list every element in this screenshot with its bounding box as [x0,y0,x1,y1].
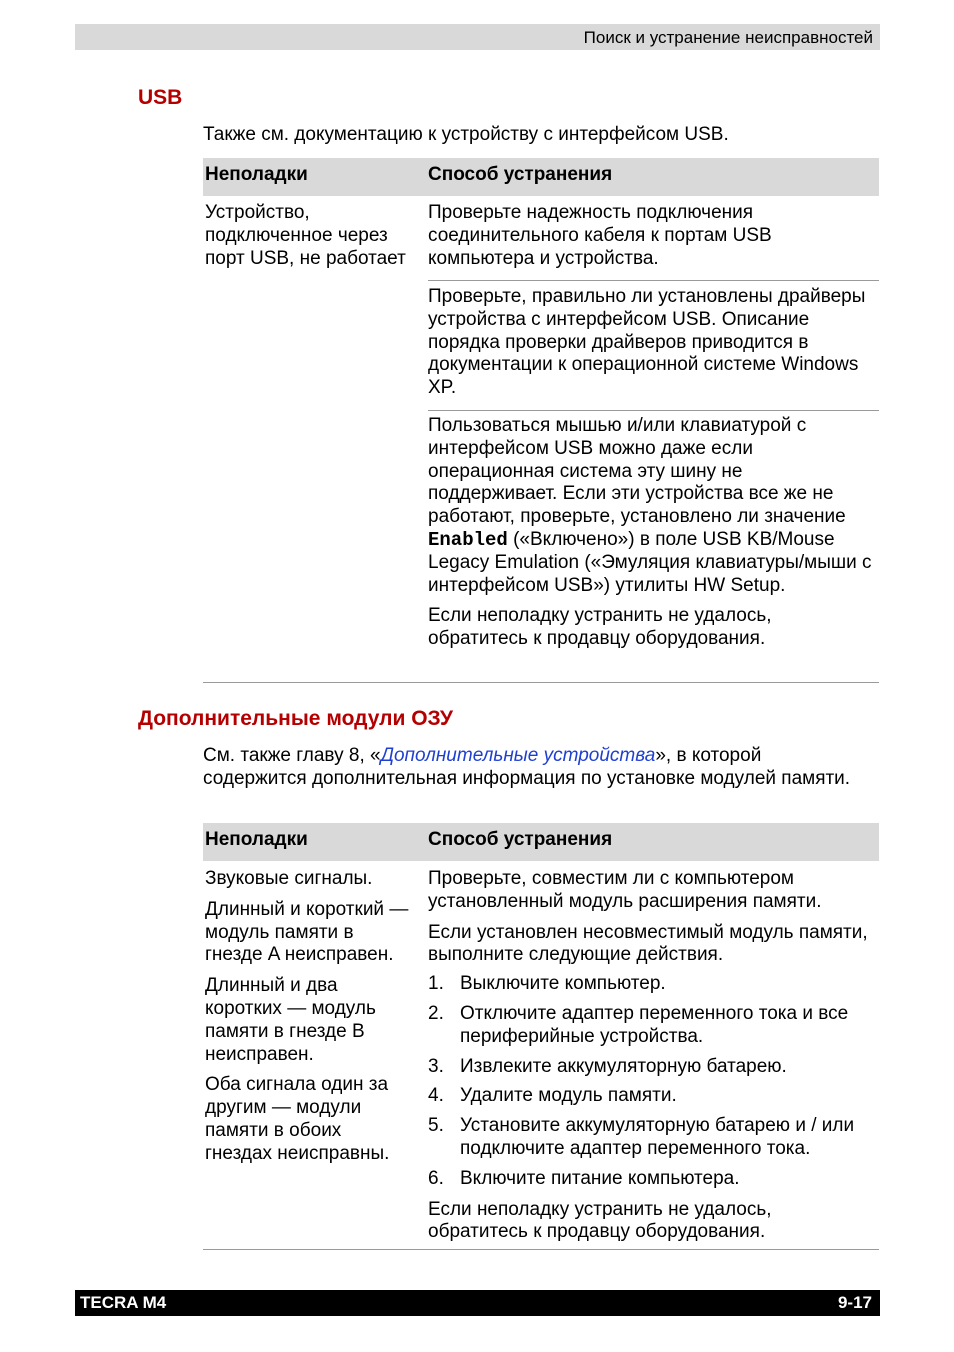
usb-problem: Устройство, подключенное через порт USB, не работает [205,202,406,269]
usb-solution-2 [428,286,873,400]
list-item: 6. Включите питание компьютера. [428,1167,740,1189]
usb-table-header [203,158,879,196]
list-item: 4. Удалите модуль памяти. [428,1085,677,1107]
usb-problem-cell [205,202,410,270]
table-bottom-rule [203,1249,879,1250]
footer-model: TECRA M4 [80,1293,167,1312]
usb-col-problem: Неполадки [205,164,308,185]
ram-intro: См. также главу 8, «Дополнительные устройства», в которой содержится дополнительная информация по установке модулей памяти. [203,745,851,789]
usb-solution-3 [428,415,876,651]
page-footer [75,1290,880,1316]
ram-table-header [203,823,879,861]
row-divider [428,280,879,281]
usb-col-solution: Способ устранения [428,164,613,185]
enabled-value: Enabled [428,528,508,551]
usb-heading: USB [138,86,183,109]
list-item: 2. Отключите адаптер переменного тока и все периферийные устройства. [428,1002,849,1047]
ram-steps-list [428,973,876,1190]
list-item: 5. Установите аккумуляторную батарею и / или подключите адаптер переменного тока. [428,1115,855,1159]
ram-solution-1: Проверьте, совместим ли с компьютером установленный модуль расширения памяти. [428,868,822,912]
ram-heading: Дополнительные модули ОЗУ [138,707,453,730]
header-title: Поиск и устранение неисправностей [583,28,873,47]
ram-problem: Длинный и два коротких — модуль памяти в гнезде B неисправен. [205,975,376,1065]
table-bottom-rule [203,682,879,683]
ram-problem: Длинный и короткий — модуль памяти в гнезде A неисправен. [205,898,409,966]
ram-col-solution: Способ устранения [428,829,613,850]
usb-solution-3-text: Пользоваться мышью и/или клавиатурой с интерфейсом USB можно даже если операционная система эту шину не поддерживает. Если эти устройства все же не работают, проверьте, установлено ли значение Enabled («Включено») в поле USB KB/Mouse Legacy Emulation («Эмуляция клавиатуры/мыши с интерфейсом USB») утилиты HW Setup. [428,415,872,596]
ram-problem-cell [205,868,410,1166]
list-item: 3. Извлеките аккумуляторную батарею. [428,1055,787,1077]
list-item: 1. Выключите компьютер. [428,973,666,995]
usb-solution-4-text: Если неполадку устранить не удалось, обратитесь к продавцу оборудования. [428,605,772,650]
usb-solution-1 [428,202,873,270]
ram-problem: Звуковые сигналы. [205,868,373,889]
usb-intro: Также см. документацию к устройству с интерфейсом USB. [203,124,729,145]
usb-solution-1-text: Проверьте надежность подключения соединительного кабеля к портам USB компьютера и устройства. [428,202,772,269]
chapter-link[interactable]: Дополнительные устройства [380,745,656,766]
ram-col-problem: Неполадки [205,829,308,850]
footer-page-number: 9-17 [837,1293,872,1312]
ram-solution-end: Если неполадку устранить не удалось, обратитесь к продавцу оборудования. [428,1198,772,1243]
page-header [75,24,880,50]
ram-solution-cell [428,868,876,1244]
ram-solution-2: Если установлен несовместимый модуль памяти, выполните следующие действия. [428,921,868,966]
usb-solution-2-text: Проверьте, правильно ли установлены драйверы устройства с интерфейсом USB. Описание порядка проверки драйверов приводится в документации к операционной системе Windows XP. [428,286,866,399]
row-divider [428,410,879,411]
ram-problem: Оба сигнала один за другим — модули памяти в обоих гнездах неисправны. [205,1074,390,1164]
